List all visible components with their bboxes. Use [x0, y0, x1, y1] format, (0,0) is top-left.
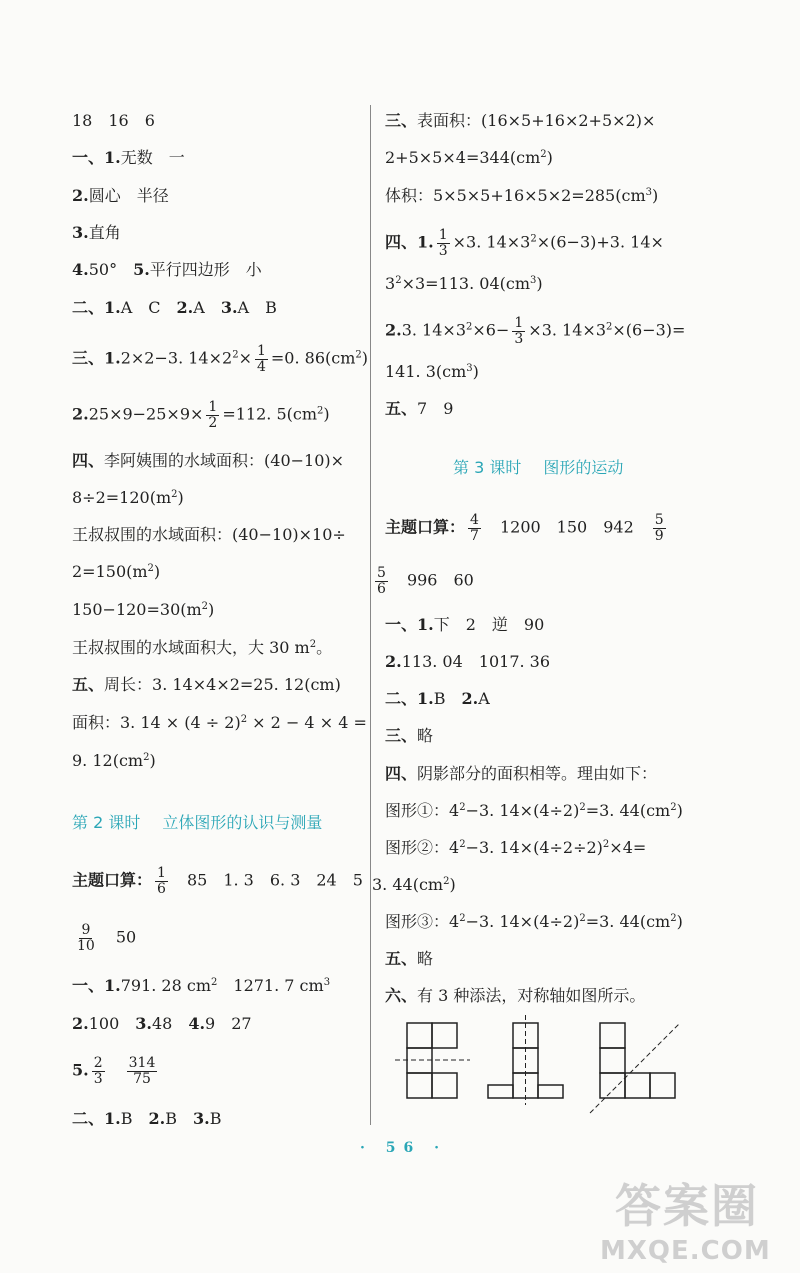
answer-line: 三、略: [385, 726, 434, 745]
answer-line: 二、1.B 2.A: [385, 689, 490, 708]
answer-line: 五、7 9: [385, 399, 454, 418]
answer-line: 2.100 3.48 4.9 27: [72, 1014, 252, 1033]
fraction: $\frac{2}{3}$: [93, 1055, 103, 1087]
fraction: $\frac{9}{10}$: [77, 922, 95, 954]
answer-line: 图形①：$4^2-3$. $14\times(4\div 2)^2=3$. $44(cm^2)$: [385, 801, 683, 820]
answer-line: 2.25×9−25×9× $\frac{1}{2}$ =112. $5(cm^2)$: [72, 399, 330, 431]
answer-line: $8\div 2=120(m^2)$: [72, 488, 184, 507]
answer-line: 2.113. 04 1017. 36: [385, 652, 551, 671]
fraction: $\frac{5}{6}$: [377, 565, 386, 597]
answer-line: $2+5\times 5\times 4=344(cm^2)$: [385, 148, 553, 167]
answer-line: 主题口算： $\frac{1}{6}$ 85 1. 3 6. 3 24 5: [72, 865, 363, 897]
answer-line: 二、1.B 2.B 3.B: [72, 1109, 222, 1128]
figure-3: [590, 1023, 680, 1113]
answer-line: 二、1.A C 2.A 3.A B: [72, 298, 277, 317]
answer-line: 六、有 3 种添法，对称轴如图所示。: [385, 986, 646, 1005]
answer-line: 三、1.2×2−3. $14\times 2^2\times$ $\frac{1}{4}$ =0. $86(cm^2)$: [72, 343, 369, 375]
watermark: 答案圈 MXQE.COM: [600, 1179, 771, 1266]
answer-line: 王叔叔围的水域面积：(40−10)×10÷: [72, 525, 346, 544]
answer-line: 体积：$5\times 5\times 5+16\times 5\times 2=285(cm^3)$: [385, 186, 659, 205]
answer-line: 五、略: [385, 949, 434, 968]
answer-line: 主题口算： $\frac{4}{7}$ 1200 150 942 $\frac{5}{9}$: [385, 512, 664, 544]
answer-line: 5. $\frac{2}{3}$ $\frac{314}{75}$: [72, 1055, 156, 1087]
fraction: $\frac{1}{6}$: [157, 865, 166, 897]
page-number: · 56 ·: [360, 1140, 447, 1156]
answer-line: $3^2\times 3=113$. $04(cm^3)$: [385, 274, 543, 293]
answer-line: 一、1.无数 一: [72, 148, 185, 167]
answer-line: 141. $3(cm^3)$: [385, 362, 479, 381]
fraction: $\frac{1}{3}$: [438, 227, 448, 259]
fraction: $\frac{1}{4}$: [256, 343, 266, 375]
figure-2: [488, 1015, 563, 1105]
fraction: $\frac{1}{3}$: [514, 315, 524, 347]
answer-line: 18 16 6: [72, 111, 155, 130]
fraction: $\frac{4}{7}$: [470, 512, 479, 544]
answer-line: 图形②：$4^2-3$. $14\times(4\div 2\div 2)^2\times 4=$: [385, 838, 647, 857]
answer-line: 五、周长：3. 14×4×2=25. 12(cm): [72, 675, 341, 694]
answer-line: 四、李阿姨围的水域面积：(40−10)×: [72, 451, 345, 470]
answer-line: 图形③：$4^2-3$. $14\times(4\div 2)^2=3$. $44(cm^2)$: [385, 912, 683, 931]
section-heading: 第 2 课时 立体图形的认识与测量: [72, 813, 323, 832]
symmetry-figures: [380, 1015, 690, 1115]
answer-line: 一、1.791. 28 $cm^2$ 1271. 7 $cm^3$: [72, 976, 331, 995]
answer-line: 面积：3. $14 \times (4 \div 2)^2 \times 2 - 4 \times 4$ =: [72, 713, 367, 732]
answer-line: 2.3. $14\times 3^2\times 6-$ $\frac{1}{3}$ ×3. $14\times 3^2\times(6-3)=$: [385, 315, 686, 347]
answer-line: 4.50° 5.平行四边形 小: [72, 260, 262, 279]
answer-line: 9. $12(cm^2)$: [72, 751, 156, 770]
answer-line: $\frac{5}{6}$ 996 60: [377, 565, 474, 597]
answer-line: 2.圆心 半径: [72, 186, 169, 205]
figure-1: [395, 1023, 470, 1098]
answer-line: 王叔叔围的水域面积大，大 30 $m^2$。: [72, 638, 333, 657]
answer-line: 三、表面积：(16×5+16×2+5×2)×: [385, 111, 656, 130]
column-divider: [370, 105, 371, 1125]
answer-line: 四、1. $\frac{1}{3}$ ×3. $14\times 3^2\times(6-3)+3$. 14×: [385, 227, 664, 259]
answer-line: 3.直角: [72, 223, 121, 242]
fraction: $\frac{1}{2}$: [208, 399, 218, 431]
answer-line: 3. $44(cm^2)$: [372, 875, 456, 894]
answer-line: $2=150(m^2)$: [72, 562, 161, 581]
fraction: $\frac{314}{75}$: [128, 1055, 156, 1087]
fraction: $\frac{5}{9}$: [654, 512, 664, 544]
answer-line: 一、1.下 2 逆 90: [385, 615, 545, 634]
answer-line: $\frac{9}{10}$ 50: [77, 922, 137, 954]
section-heading: 第 3 课时 图形的运动: [453, 458, 624, 477]
answer-line: $150-120=30(m^2)$: [72, 600, 215, 619]
answer-line: 四、阴影部分的面积相等。理由如下：: [385, 764, 658, 783]
